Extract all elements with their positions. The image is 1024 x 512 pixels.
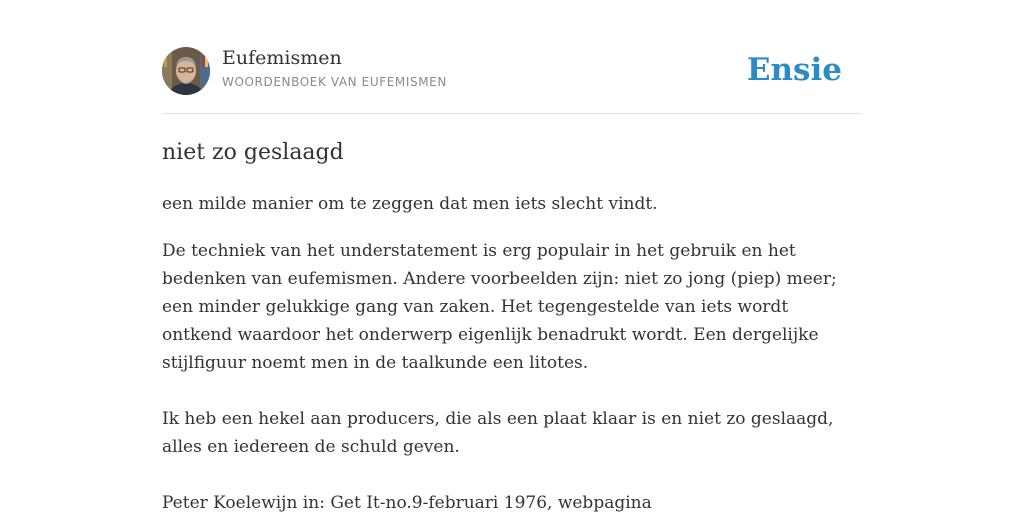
entry-example: Ik heb een hekel aan producers, die als een plaat klaar is en niet zo geslaagd, alles en iedereen de schuld geven. — [162, 409, 834, 457]
entry-definition: een milde manier om te zeggen dat men iets slecht vindt. — [162, 194, 658, 214]
ensie-logo[interactable]: Ensie — [746, 52, 842, 88]
entry-source: Peter Koelewijn in: Get It-no.9-februari 1976, webpagina — [162, 493, 652, 512]
author-subtitle: WOORDENBOEK VAN EUFEMISMEN — [222, 75, 447, 89]
author-name[interactable]: Eufemismen — [222, 47, 342, 69]
avatar[interactable] — [162, 47, 210, 95]
page-header — [162, 0, 862, 114]
author-block — [222, 45, 447, 91]
content-container — [162, 0, 862, 512]
portrait-photo-icon — [162, 47, 210, 95]
entry-term: niet zo geslaagd — [162, 140, 344, 165]
entry-explanation: De techniek van het understatement is erg populair in het gebruik en het bedenken van eufemismen. Andere voorbeelden zijn: niet zo jong (piep) meer; een minder gelukkige gang van zaken. Het tegengestelde van iets wordt ontkend waardoor het onderwerp eigenlijk benadrukt wordt. Een dergelijke stijlfiguur noemt men in de taalkunde een litotes. — [162, 241, 837, 373]
